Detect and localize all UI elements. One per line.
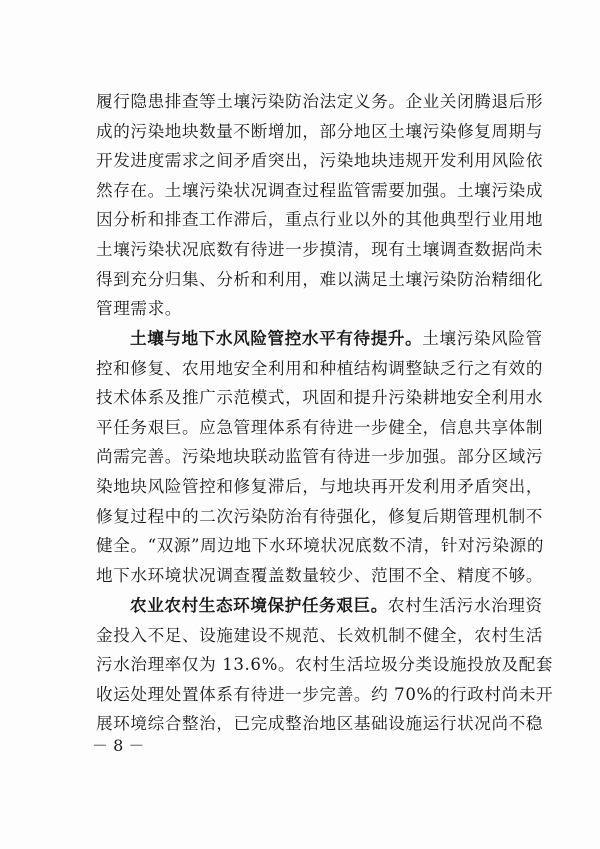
paragraph-3-line-4: 收运处理处置体系有待进一步完善。约 70%的行政村尚未开 — [96, 684, 554, 704]
paragraph-3-line-1 — [96, 591, 543, 621]
paragraph-3-line-3: 污水治理率仅为 13.6%。农村生活垃圾分类设施投放及配套 — [96, 655, 554, 675]
paragraph-3-line-2: 金投入不足、设施建设不规范、长效机制不健全，农村生活 — [96, 625, 544, 645]
paragraph-1-line-6: 土壤污染状况底数有待进一步摸清，现有土壤调查数据尚未 — [96, 239, 544, 259]
paragraph-1-line-1: 履行隐患排查等土壤污染防治法定义务。企业关闭腾退后形 — [96, 92, 544, 111]
paragraph-3 — [96, 591, 554, 739]
paragraph-2 — [96, 324, 545, 590]
paragraph-2-line-3: 技术体系及推广示范模式，巩固和提升污染耕地安全利用水 — [96, 388, 544, 408]
paragraph-1-line-3: 开发进度需求之间矛盾突出，污染地块违规开发利用风险依 — [96, 151, 544, 171]
paragraph-3-first-line-text: 农村生活污水治理资 — [387, 596, 543, 615]
paragraph-3-line-5: 展环境综合整治，已完成整治地区基础设施运行状况尚不稳 — [96, 714, 544, 734]
paragraph-2-line-8: 健全。“双源”周边地下水环境状况底数不清，针对污染源的 — [96, 536, 545, 556]
paragraph-2-line-6: 染地块风险管控和修复滞后，与地块再开发利用矛盾突出， — [96, 476, 544, 496]
paragraph-2-line-4: 平任务艰巨。应急管理体系有待进一步健全，信息共享体制 — [96, 417, 544, 437]
paragraph-2-line-1 — [96, 324, 543, 354]
paragraph-2-line-7: 修复过程中的二次污染防治有待强化，修复后期管理机制不 — [96, 506, 544, 526]
paragraph-2-first-line-text: 土壤污染风险管 — [422, 329, 543, 348]
paragraph-2-line-9: 地下水环境状况调查覆盖数量较少、范围不全、精度不够。 — [96, 565, 544, 585]
paragraph-1-line-7: 得到充分归集、分析和利用，难以满足土壤污染防治精细化 — [96, 269, 544, 289]
paragraph-1 — [96, 87, 544, 324]
paragraph-3-heading: 农业农村生态环境保护任务艰巨。 — [130, 595, 388, 615]
paragraph-2-line-5: 尚需完善。污染地块联动监管有待进一步加强。部分区域污 — [96, 447, 544, 467]
paragraph-1-line-2: 成的污染地块数量不断增加，部分地区土壤污染修复周期与 — [96, 121, 544, 141]
paragraph-2-line-2: 控和修复、农用地安全利用和种植结构调整缺乏行之有效的 — [96, 358, 544, 378]
paragraph-1-line-4: 然存在。土壤污染状况调查过程监管需要加强。土壤污染成 — [96, 180, 544, 200]
page-number: － 8 － — [92, 736, 145, 755]
paragraph-1-line-5: 因分析和排查工作滞后，重点行业以外的其他典型行业用地 — [96, 210, 544, 230]
paragraph-1-line-8: 管理需求。 — [96, 299, 182, 319]
paragraph-2-heading: 土壤与地下水风险管控水平有待提升。 — [130, 328, 423, 348]
